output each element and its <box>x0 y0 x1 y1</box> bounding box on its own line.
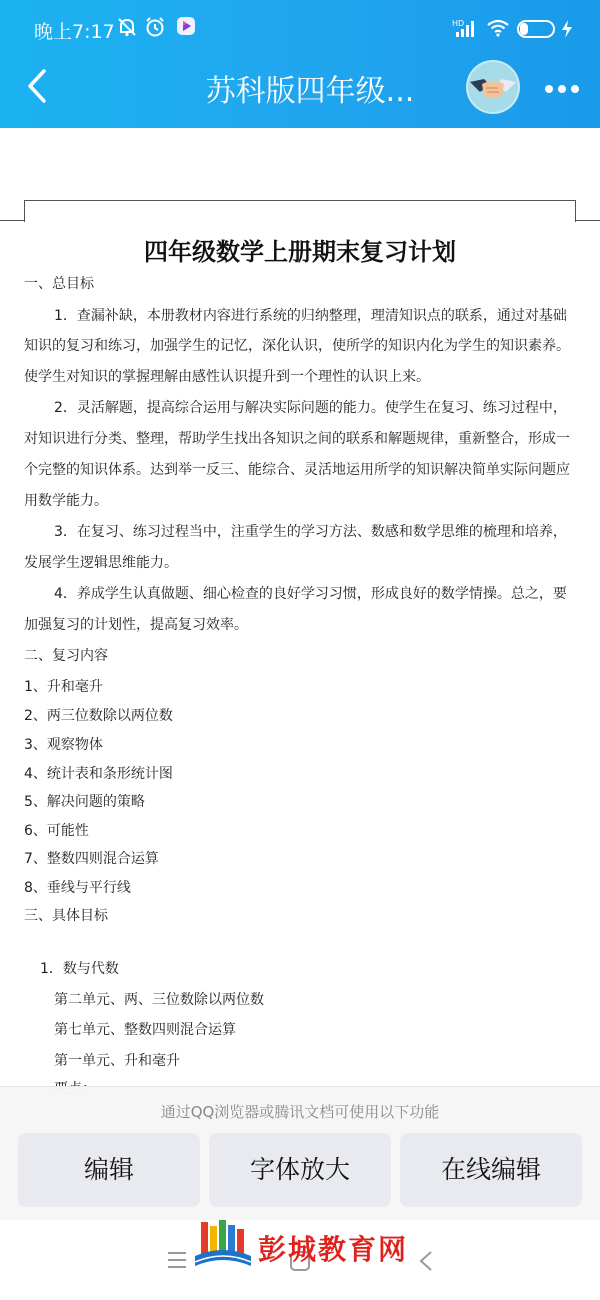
doc-line: 使学生对知识的掌握理解由感性认识提升到一个理性的认识上来。 <box>24 369 430 385</box>
doc-line: 第二单元、两、三位数除以两位数 <box>54 992 264 1008</box>
doc-line: 4、统计表和条形统计图 <box>24 766 173 782</box>
doc-line: 加强复习的计划性，提高复习效率。 <box>24 617 248 633</box>
watermark-text: 彭城教育网 <box>258 1233 409 1266</box>
doc-line: 6、可能性 <box>24 823 89 839</box>
doc-line: 三、具体目标 <box>24 908 108 924</box>
doc-line: 1．数与代数 <box>40 961 119 977</box>
alarm-icon <box>144 16 166 42</box>
page-corner-left-tick <box>0 220 25 221</box>
page-title: 苏科版四年级... <box>205 74 415 109</box>
doc-line: 1．查漏补缺，本册教材内容进行系统的归纳整理，理清知识点的联系，通过对基础 <box>54 308 567 324</box>
doc-line: 用数学能力。 <box>24 493 108 509</box>
book-logo-icon <box>193 1220 253 1278</box>
doc-line: 发展学生逻辑思维能力。 <box>24 555 178 571</box>
wifi-icon <box>486 19 510 41</box>
handshake-icon <box>468 62 518 112</box>
doc-line: 4．养成学生认真做题、细心检查的良好学习习惯，形成良好的数学情操。总之，要 <box>54 586 567 602</box>
doc-line: 2、两三位数除以两位数 <box>24 708 173 724</box>
avatar[interactable] <box>466 60 520 114</box>
page-corner-right <box>575 200 576 222</box>
doc-line: 第七单元、整数四则混合运算 <box>54 1022 236 1038</box>
edit-button[interactable]: 编辑 <box>18 1133 200 1207</box>
doc-line: 8、垂线与平行线 <box>24 880 131 896</box>
doc-line: 对知识进行分类、整理，帮助学生找出各知识之间的联系和解题规律，重新整合，形成一 <box>24 431 570 447</box>
page-border-top <box>24 200 576 201</box>
doc-line: 第一单元、升和毫升 <box>54 1053 180 1069</box>
page-corner-right-tick <box>575 220 600 221</box>
more-icon[interactable] <box>544 80 580 99</box>
charging-icon <box>561 19 573 43</box>
signal-icon <box>452 18 478 42</box>
app-icon <box>176 16 196 40</box>
online-edit-button[interactable]: 在线编辑 <box>400 1133 582 1207</box>
battery-icon <box>517 20 555 38</box>
status-bar <box>0 0 600 56</box>
doc-line: 二、复习内容 <box>24 648 108 664</box>
network-label: HD <box>452 19 465 28</box>
doc-line: 知识的复习和练习，加强学生的记忆，深化认识，使所学的知识内化为学生的知识素养。 <box>24 338 570 354</box>
menu-icon[interactable] <box>166 1250 188 1274</box>
battery-level: 26 <box>527 21 545 35</box>
document-viewer[interactable] <box>0 128 600 1088</box>
doc-line: 3、观察物体 <box>24 737 103 753</box>
feature-hint: 通过QQ浏览器或腾讯文档可使用以下功能 <box>160 1103 440 1121</box>
back-nav-icon[interactable] <box>418 1250 434 1276</box>
system-nav-bar <box>0 1220 600 1300</box>
bell-off-icon <box>116 16 138 42</box>
doc-line: 3．在复习、练习过程当中，注重学生的学习方法、数感和数学思维的梳理和培养， <box>54 524 567 540</box>
doc-line: 5、解决问题的策略 <box>24 794 145 810</box>
document-title: 四年级数学上册期末复习计划 <box>144 238 456 266</box>
action-panel <box>0 1086 600 1220</box>
status-time: 晚上7:17 <box>34 21 115 43</box>
doc-line: 个完整的知识体系。达到举一反三、能综合、灵活地运用所学的知识解决简单实际问题应 <box>24 462 570 478</box>
app-header <box>0 0 600 128</box>
doc-line: 一、总目标 <box>24 276 94 292</box>
enlarge-font-button[interactable]: 字体放大 <box>209 1133 391 1207</box>
back-icon[interactable] <box>24 68 52 108</box>
doc-line: 7、整数四则混合运算 <box>24 851 159 867</box>
doc-line: 1、升和毫升 <box>24 679 103 695</box>
doc-line: 2．灵活解题，提高综合运用与解决实际问题的能力。使学生在复习、练习过程中， <box>54 400 567 416</box>
page-corner-left <box>24 200 25 222</box>
